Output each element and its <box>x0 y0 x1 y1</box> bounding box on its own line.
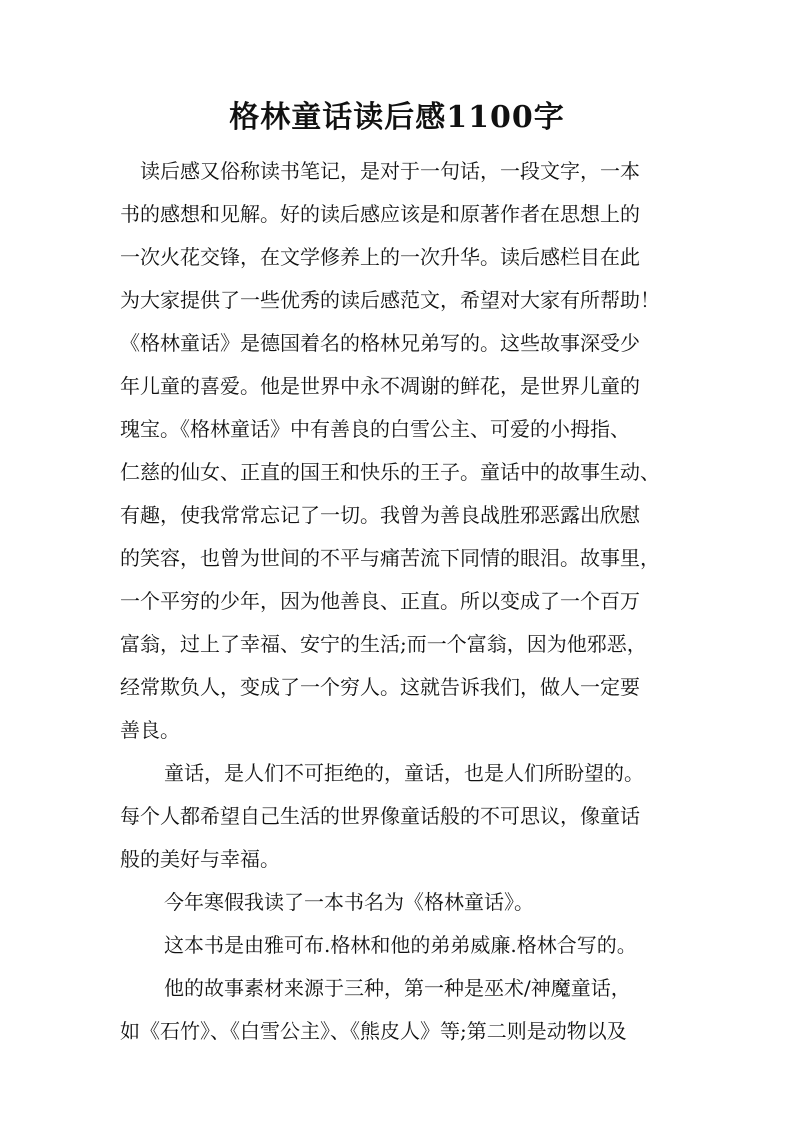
text-line: 《格林童话》是德国着名的格林兄弟写的。这些故事深受少 <box>120 331 640 355</box>
document-body <box>120 150 680 1053</box>
text-line: 般的美好与幸福。 <box>120 847 280 871</box>
text-line: 经常欺负人，变成了一个穷人。这就告诉我们，做人一定要 <box>120 675 640 699</box>
text-line: 读后感又俗称读书笔记，是对于一句话，一段文字，一本 <box>140 159 640 183</box>
text-line: 善良。 <box>120 718 180 742</box>
document-title: 格林童话读后感1100字 <box>229 100 565 135</box>
text-line: 今年寒假我读了一本书名为《格林童话》。 <box>164 890 534 914</box>
text-line: 的笑容，也曾为世间的不平与痛苦流下同情的眼泪。故事里， <box>120 546 660 570</box>
text-line: 仁慈的仙女、正直的国王和快乐的王子。童话中的故事生动、 <box>120 460 660 484</box>
text-line: 一次火花交锋，在文学修养上的一次升华。读后感栏目在此 <box>120 245 640 269</box>
text-line: 书的感想和见解。好的读后感应该是和原著作者在思想上的 <box>120 202 640 226</box>
text-line: 年儿童的喜爱。他是世界中永不凋谢的鲜花，是世界儿童的 <box>120 374 640 398</box>
text-line: 富翁，过上了幸福、安宁的生活;而一个富翁，因为他邪恶， <box>120 632 647 656</box>
text-line: 他的故事素材来源于三种，第一种是巫术/神魔童话， <box>164 976 631 1000</box>
text-line: 这本书是由雅可布.格林和他的弟弟威廉.格林合写的。 <box>164 933 637 957</box>
text-line: 一个平穷的少年，因为他善良、正直。所以变成了一个百万 <box>120 589 640 613</box>
text-line: 为大家提供了一些优秀的读后感范文，希望对大家有所帮助！ <box>120 288 660 312</box>
text-line: 瑰宝。《格林童话》中有善良的白雪公主、可爱的小拇指、 <box>120 417 630 441</box>
text-line: 如《石竹》、《白雪公主》、《熊皮人》等;第二则是动物以及 <box>120 1019 627 1043</box>
text-line: 每个人都希望自己生活的世界像童话般的不可思议，像童话 <box>120 804 640 828</box>
text-line: 童话，是人们不可拒绝的，童话，也是人们所盼望的。 <box>164 761 644 785</box>
text-line: 有趣，使我常常忘记了一切。我曾为善良战胜邪恶露出欣慰 <box>120 503 640 527</box>
